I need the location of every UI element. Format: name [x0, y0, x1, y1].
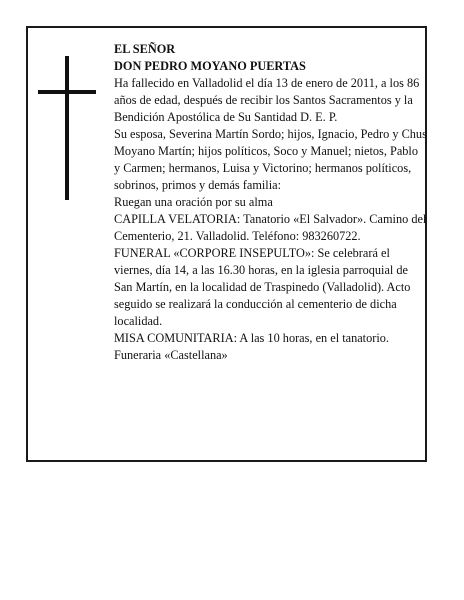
cross-vertical-bar: [65, 56, 69, 200]
prayer-request: Ruegan una oración por su alma: [114, 195, 273, 209]
title-honorific: EL SEÑOR: [114, 42, 176, 56]
chapel-info: CAPILLA VELATORIA: Tanatorio «El Salvador». Camino del Cementerio, 21. Valladolid. Teléfono: 983260722.: [114, 212, 427, 243]
death-announcement: Ha fallecido en Valladolid el día 13 de enero de 2011, a los 86 años de edad, después de recibir los Santos Sacramentos y la Bendición Apostólica de Su Santidad D. E. P.: [114, 76, 420, 124]
funeral-home: Funeraria «Castellana»: [114, 348, 228, 362]
cross-horizontal-bar: [38, 90, 96, 94]
family-list: Su esposa, Severina Martín Sordo; hijos, Ignacio, Pedro y Chus Moyano Martín; hijos políticos, Soco y Manuel; nietos, Pablo y Carmen; hermanos, Luisa y Victorino; hermanos políticos, sobrinos, primos y demás familia:: [114, 127, 427, 192]
cross-icon: [38, 56, 96, 200]
community-mass-info: MISA COMUNITARIA: A las 10 horas, en el tanatorio.: [114, 331, 389, 345]
obituary-notice: [26, 26, 427, 462]
notice-text: [114, 41, 427, 364]
deceased-name: DON PEDRO MOYANO PUERTAS: [114, 59, 306, 73]
funeral-info: FUNERAL «CORPORE INSEPULTO»: Se celebrará el viernes, día 14, a las 16.30 horas, en la iglesia parroquial de San Martín, en la localidad de Traspinedo (Valladolid). Acto seguido se realizará la conducción al cementerio de dicha localidad.: [114, 246, 411, 328]
